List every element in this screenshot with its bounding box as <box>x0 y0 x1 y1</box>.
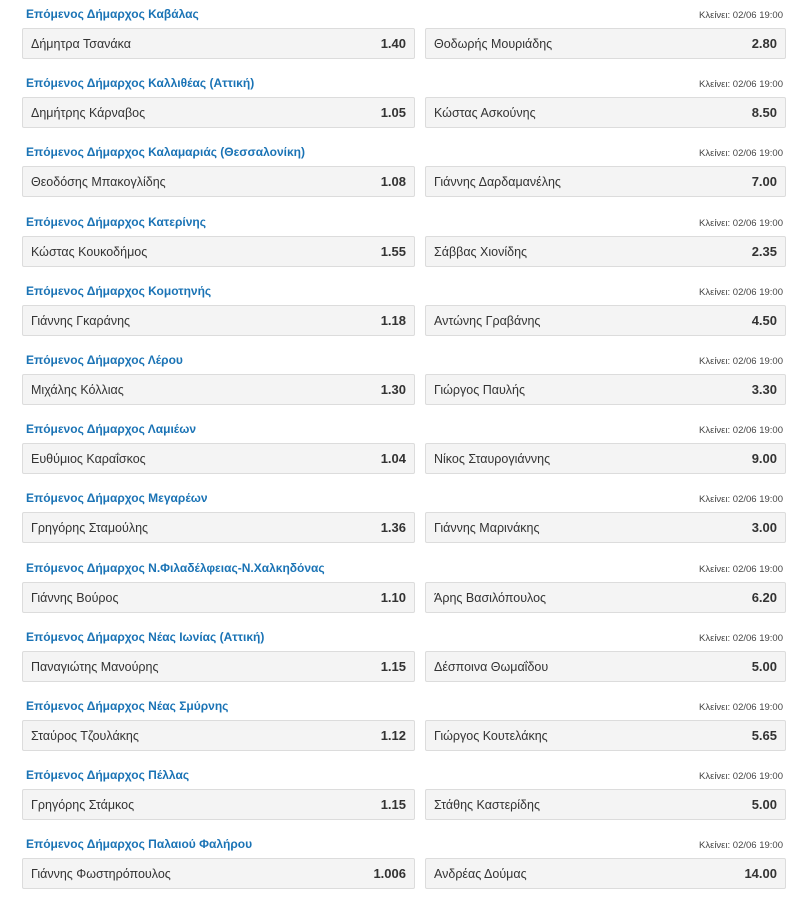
outcome-odds: 14.00 <box>744 866 777 881</box>
outcome-odds: 1.08 <box>380 174 406 189</box>
outcome-odds: 5.65 <box>751 728 777 743</box>
outcome-button-2[interactable] <box>425 305 786 336</box>
market-header <box>0 761 800 789</box>
outcome-odds: 2.35 <box>751 244 777 259</box>
market-header <box>0 484 800 512</box>
close-time: Κλείνει: 02/06 19:00 <box>699 356 783 367</box>
market <box>0 208 800 277</box>
outcome-odds: 1.36 <box>380 520 406 535</box>
outcome-button-1[interactable] <box>22 305 415 336</box>
close-time: Κλείνει: 02/06 19:00 <box>699 218 783 229</box>
outcome-button-2[interactable] <box>425 443 786 474</box>
market-header <box>0 208 800 236</box>
outcome-name: Γιάννης Γκαράνης <box>31 314 131 328</box>
outcome-odds: 1.05 <box>380 105 406 120</box>
market <box>0 554 800 623</box>
market-title[interactable]: Επόμενος Δήμαρχος Λαμιέων <box>26 422 197 436</box>
close-time: Κλείνει: 02/06 19:00 <box>699 494 783 505</box>
outcome-odds: 8.50 <box>751 105 777 120</box>
outcome-name: Δημήτρης Κάρναβος <box>31 106 146 120</box>
outcome-name: Ευθύμιος Καραΐσκος <box>31 452 146 466</box>
outcome-name: Γιάννης Δαρδαμανέλης <box>434 175 561 189</box>
outcome-odds: 1.30 <box>380 382 406 397</box>
outcome-name: Θοδωρής Μουριάδης <box>434 37 553 51</box>
close-time: Κλείνει: 02/06 19:00 <box>699 148 783 159</box>
market <box>0 0 800 69</box>
market-title[interactable]: Επόμενος Δήμαρχος Πέλλας <box>26 768 190 782</box>
outcome-odds: 9.00 <box>751 451 777 466</box>
outcome-odds: 1.15 <box>380 659 406 674</box>
outcome-odds: 1.18 <box>380 313 406 328</box>
outcome-odds: 2.80 <box>751 36 777 51</box>
outcome-name: Γρηγόρης Σταμούλης <box>31 521 149 535</box>
market-header <box>0 346 800 374</box>
outcome-name: Κώστας Κουκοδήμος <box>31 245 148 259</box>
market <box>0 692 800 761</box>
outcome-button-1[interactable] <box>22 166 415 197</box>
outcome-button-1[interactable] <box>22 789 415 820</box>
outcome-odds: 6.20 <box>751 590 777 605</box>
market-title[interactable]: Επόμενος Δήμαρχος Καλλιθέας (Αττική) <box>26 76 255 90</box>
outcome-name: Ανδρέας Δούμας <box>434 867 527 881</box>
outcome-name: Δέσποινα Θωμαΐδου <box>434 660 549 674</box>
outcome-button-2[interactable] <box>425 720 786 751</box>
outcome-odds: 1.04 <box>380 451 406 466</box>
outcome-button-2[interactable] <box>425 789 786 820</box>
outcome-name: Γιάννης Φωστηρόπουλος <box>31 867 171 881</box>
outcome-button-1[interactable] <box>22 651 415 682</box>
market <box>0 623 800 692</box>
close-time: Κλείνει: 02/06 19:00 <box>699 10 783 21</box>
market-title[interactable]: Επόμενος Δήμαρχος Κατερίνης <box>26 215 206 229</box>
market-header <box>0 623 800 651</box>
market-title[interactable]: Επόμενος Δήμαρχος Νέας Ιωνίας (Αττική) <box>26 630 265 644</box>
market-header <box>0 554 800 582</box>
close-time: Κλείνει: 02/06 19:00 <box>699 425 783 436</box>
market-title[interactable]: Επόμενος Δήμαρχος Παλαιού Φαλήρου <box>26 837 253 851</box>
outcome-button-1[interactable] <box>22 858 415 889</box>
close-time: Κλείνει: 02/06 19:00 <box>699 564 783 575</box>
close-time: Κλείνει: 02/06 19:00 <box>699 79 783 90</box>
market-header <box>0 138 800 166</box>
outcome-button-1[interactable] <box>22 720 415 751</box>
outcome-name: Σάββας Χιονίδης <box>434 245 528 259</box>
close-time: Κλείνει: 02/06 19:00 <box>699 287 783 298</box>
outcome-name: Στάθης Καστερίδης <box>434 798 540 812</box>
outcome-odds: 4.50 <box>751 313 777 328</box>
outcome-button-2[interactable] <box>425 582 786 613</box>
outcome-name: Κώστας Ασκούνης <box>434 106 536 120</box>
market-title[interactable]: Επόμενος Δήμαρχος Νέας Σμύρνης <box>26 699 229 713</box>
outcome-button-2[interactable] <box>425 28 786 59</box>
outcome-name: Θεοδόσης Μπακογλίδης <box>31 175 166 189</box>
market <box>0 346 800 415</box>
outcome-button-1[interactable] <box>22 512 415 543</box>
outcome-button-2[interactable] <box>425 97 786 128</box>
market-title[interactable]: Επόμενος Δήμαρχος Κομοτηνής <box>26 284 212 298</box>
market-title[interactable]: Επόμενος Δήμαρχος Καλαμαριάς (Θεσσαλονίκη) <box>26 145 305 159</box>
outcome-odds: 5.00 <box>751 659 777 674</box>
outcome-name: Γιάννης Μαρινάκης <box>434 521 540 535</box>
market-title[interactable]: Επόμενος Δήμαρχος Μεγαρέων <box>26 491 208 505</box>
market <box>0 69 800 138</box>
outcome-button-1[interactable] <box>22 582 415 613</box>
outcome-odds: 1.12 <box>380 728 406 743</box>
market-title[interactable]: Επόμενος Δήμαρχος Ν.Φιλαδέλφειας-Ν.Χαλκηδόνας <box>26 561 325 575</box>
market-title[interactable]: Επόμενος Δήμαρχος Λέρου <box>26 353 183 367</box>
outcome-button-1[interactable] <box>22 28 415 59</box>
market-header <box>0 692 800 720</box>
outcome-odds: 7.00 <box>751 174 777 189</box>
outcome-odds: 3.00 <box>751 520 777 535</box>
outcome-odds: 3.30 <box>751 382 777 397</box>
outcome-odds: 5.00 <box>751 797 777 812</box>
market <box>0 415 800 484</box>
market <box>0 138 800 207</box>
outcome-name: Αντώνης Γραβάνης <box>434 314 541 328</box>
outcome-name: Γιάννης Βούρος <box>31 591 119 605</box>
close-time: Κλείνει: 02/06 19:00 <box>699 840 783 851</box>
close-time: Κλείνει: 02/06 19:00 <box>699 633 783 644</box>
outcome-name: Δήμητρα Τσανάκα <box>31 37 131 51</box>
market <box>0 484 800 553</box>
outcome-button-1[interactable] <box>22 374 415 405</box>
outcome-button-2[interactable] <box>425 166 786 197</box>
outcome-name: Νίκος Σταυρογιάννης <box>434 452 551 466</box>
outcome-odds: 1.55 <box>380 244 406 259</box>
outcome-button-2[interactable] <box>425 236 786 267</box>
outcome-odds: 1.10 <box>380 590 406 605</box>
market <box>0 761 800 830</box>
outcome-odds: 1.40 <box>380 36 406 51</box>
outcome-name: Σταύρος Τζουλάκης <box>31 729 139 743</box>
market-header <box>0 277 800 305</box>
outcome-button-2[interactable] <box>425 651 786 682</box>
outcome-name: Παναγιώτης Μανούρης <box>31 660 159 674</box>
outcome-button-2[interactable] <box>425 512 786 543</box>
outcome-button-1[interactable] <box>22 236 415 267</box>
outcome-name: Μιχάλης Κόλλιας <box>31 383 124 397</box>
market-header <box>0 415 800 443</box>
market-header <box>0 830 800 858</box>
outcome-name: Γιώργος Κουτελάκης <box>434 729 548 743</box>
outcome-button-2[interactable] <box>425 374 786 405</box>
outcome-odds: 1.15 <box>380 797 406 812</box>
market-header <box>0 0 800 28</box>
close-time: Κλείνει: 02/06 19:00 <box>699 771 783 782</box>
market <box>0 277 800 346</box>
outcome-name: Γιώργος Παυλής <box>434 383 526 397</box>
outcome-odds: 1.006 <box>373 866 406 881</box>
outcome-name: Άρης Βασιλόπουλος <box>434 591 547 605</box>
outcome-button-1[interactable] <box>22 443 415 474</box>
outcome-button-1[interactable] <box>22 97 415 128</box>
outcome-name: Γρηγόρης Στάμκος <box>31 798 135 812</box>
close-time: Κλείνει: 02/06 19:00 <box>699 702 783 713</box>
market-header <box>0 69 800 97</box>
market <box>0 830 800 899</box>
outcome-button-2[interactable] <box>425 858 786 889</box>
market-title[interactable]: Επόμενος Δήμαρχος Καβάλας <box>26 7 199 21</box>
